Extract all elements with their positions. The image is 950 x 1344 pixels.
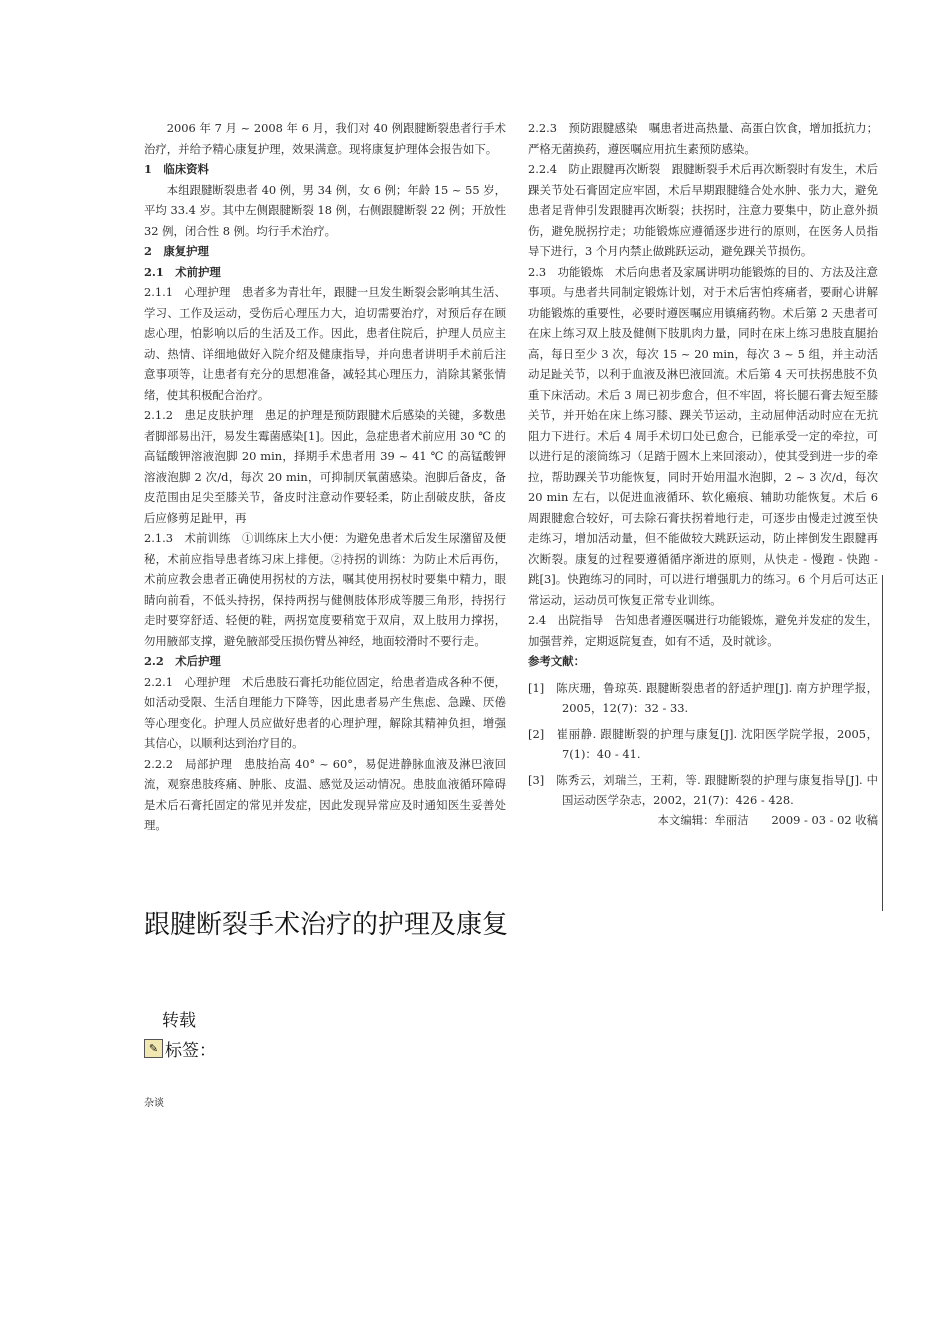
left-column-paragraph: 本组跟腱断裂患者 40 例，男 34 例，女 6 例；年龄 15 ~ 55 岁，平均 33.4 岁。其中左侧跟腱断裂 18 例，右侧跟腱断裂 22 例；开放性 32 例，闭合性 8 例。均行手术治疗。 <box>144 182 506 238</box>
left-column-paragraph: 2.1.1 心理护理 患者多为青壮年，跟腱一旦发生断裂会影响其生活、学习、工作及运动，受伤后心理压力大，迫切需要治疗，对预后存在顾虑心理，怕影响以后的生活及工作。因此，患者住院后，护理人员应主动、热情、详细地做好入院介绍及健康指导，并向患者讲明手术前后注意事项等，让患者有充分的思想准备，减轻其心理压力，消除其紧张情绪，使其积极配合治疗。 <box>144 285 506 402</box>
article-right-column <box>528 118 878 830</box>
reference-item: [1] 陈庆珊，鲁琼英. 跟腱断裂患者的舒适护理[J]. 南方护理学报，2005，12(7)：32 - 33. <box>528 680 878 715</box>
right-column-paragraph: 2.3 功能锻炼 术后向患者及家属讲明功能锻炼的目的、方法及注意事项。与患者共同制定锻炼计划，对于术后害怕疼痛者，要耐心讲解功能锻炼的重要性，必要时遵医嘱应用镇痛药物。术后第 2 天患者可在床上练习双上肢及健侧下肢肌肉力量，同时在床上练习患肢直腿抬高，每日至少 3 次，每次 15 ~ 20 min，每次 3 ~ 5 组，并主动活动足趾关节，以利于血液及淋巴液回流。术后第 4 天可扶拐患肢不负重下床活动。术后 3 周已初步愈合，但不牢固，将长腿石膏去短至膝关节，并开始在床上练习膝、踝关节运动，主动屈伸活动时应在无抗阻力下进行。术后 4 周手术切口处已愈合，已能承受一定的牵拉，可以进行足的滚筒练习（足踏于圆木上来回滚动），使其受到进一步的牵拉，帮助踝关节功能恢复，同时开始用温水泡脚，2 ~ 3 次/d，每次 20 min 左右，以促进血液循环、软化瘢痕、辅助功能恢复。术后 6 周跟腱愈合较好，可去除石膏扶拐着地行走，可逐步由慢走过渡至快走练习，增加活动量，但不能做较大跳跃运动，防止摔倒发生跟腱再次断裂。康复的过程要遵循循序渐进的原则，从快走 - 慢跑 - 快跑 - 跳[3]。快跑练习的同时，可以进行增强肌力的练习。6 个月后可达正常运动，运动员可恢复正常专业训练。 <box>528 264 878 607</box>
tags-row <box>144 1036 216 1061</box>
repost-label[interactable]: 转载 <box>162 1011 196 1031</box>
scanned-article <box>144 118 884 914</box>
references-heading: 参考文献： <box>528 654 585 668</box>
editor-footer: 本文编辑：牟丽洁 2009 - 03 - 02 收稿 <box>657 812 878 827</box>
column-edge-line <box>882 575 883 911</box>
left-column-paragraph: 2.2.2 局部护理 患肢抬高 40° ~ 60°，易促进静脉血液及淋巴液回流，观察患肢疼痛、肿胀、皮温、感觉及运动情况。患肢血液循环障碍是术后石膏托固定的常见并发症，因此发现异常应及时通知医生妥善处理。 <box>144 756 506 832</box>
tags-label: 标签： <box>165 1041 216 1061</box>
article-left-column <box>144 118 506 836</box>
left-column-section-heading: 1 临床资料 <box>144 162 209 176</box>
right-column-paragraph: 2.2.4 防止跟腱再次断裂 跟腱断裂手术后再次断裂时有发生，术后踝关节处石膏固定应牢固，术后早期跟腱缝合处水肿、张力大，避免患者足背伸引发跟腱再次断裂；扶拐时，注意力要集中，防止意外损伤，避免脱拐拧走；功能锻炼应遵循逐步进行的原则，在医务人员指导下进行，3 个月内禁止做跳跃运动，避免踝关节损伤。 <box>528 162 878 258</box>
reference-item: [3] 陈秀云，刘瑞兰，王莉，等. 跟腱断裂的护理与康复指导[J]. 中国运动医学杂志，2002，21(7)：426 - 428. <box>528 772 878 807</box>
right-column-paragraph: 2.2.3 预防跟腱感染 嘱患者进高热量、高蛋白饮食，增加抵抗力；严格无菌换药，遵医嘱应用抗生素预防感染。 <box>528 121 878 156</box>
right-column-paragraph: 2.4 出院指导 告知患者遵医嘱进行功能锻炼，避免并发症的发生，加强营养，定期返院复查，如有不适，及时就诊。 <box>528 613 878 648</box>
left-column-paragraph: 2.1.3 术前训练 ①训练床上大小便：为避免患者术后发生尿潴留及便秘，术前应指导患者练习床上排便。②持拐的训练：为防止术后再伤，术前应教会患者正确使用拐杖的方法，嘱其使用拐杖时要集中精力，眼睛向前看，不低头持拐，保持两拐与健侧肢体形成等腰三角形，持拐行走时要穿舒适、轻便的鞋，两拐宽度要稍宽于双肩，双上肢用力撑拐，勿用腋部支撑，避免腋部受压损伤臂丛神经，地面较滑时不要行走。 <box>144 531 506 648</box>
category-link[interactable]: 杂谈 <box>144 1098 164 1109</box>
left-column-section-heading: 2 康复护理 <box>144 244 209 258</box>
reference-item: [2] 崔丽静. 跟腱断裂的护理与康复[J]. 沈阳医学院学报，2005，7(1)：40 - 41. <box>528 726 878 761</box>
tag-icon: ✎ <box>144 1039 163 1058</box>
left-column-paragraph: 2.2.1 心理护理 术后患肢石膏托功能位固定，给患者造成各种不便，如活动受限、生活自理能力下降等，因此患者易产生焦虑、急躁、厌倦等心理变化。护理人员应做好患者的心理护理，解除其精神负担，增强其信心，以顺利达到治疗目的。 <box>144 674 506 750</box>
post-title: 跟腱断裂手术治疗的护理及康复 <box>144 910 509 940</box>
left-column-paragraph: 2.1.2 患足皮肤护理 患足的护理是预防跟腱术后感染的关键，多数患者脚部易出汗，易发生霉菌感染[1]。因此，急症患者术前应用 30 ℃ 的高锰酸钾溶液泡脚 20 min，择期手术患者用 39 ~ 41 ℃ 的高锰酸钾溶液泡脚 2 次/d，每次 20 min，可抑制厌氧菌感染。泡脚后备皮，备皮范围由足尖至膝关节，备皮时注意动作要轻柔，防止刮破皮肤，备皮后应修剪足趾甲，再 <box>144 408 506 525</box>
left-column-subsection-heading: 2.1 术前护理 <box>144 264 221 279</box>
left-column-subsection-heading: 2.2 术后护理 <box>144 654 221 668</box>
left-column-paragraph: 2006 年 7 月 ~ 2008 年 6 月，我们对 40 例跟腱断裂患者行手术治疗，并给予精心康复护理，效果满意。现将康复护理体会报告如下。 <box>144 121 506 156</box>
